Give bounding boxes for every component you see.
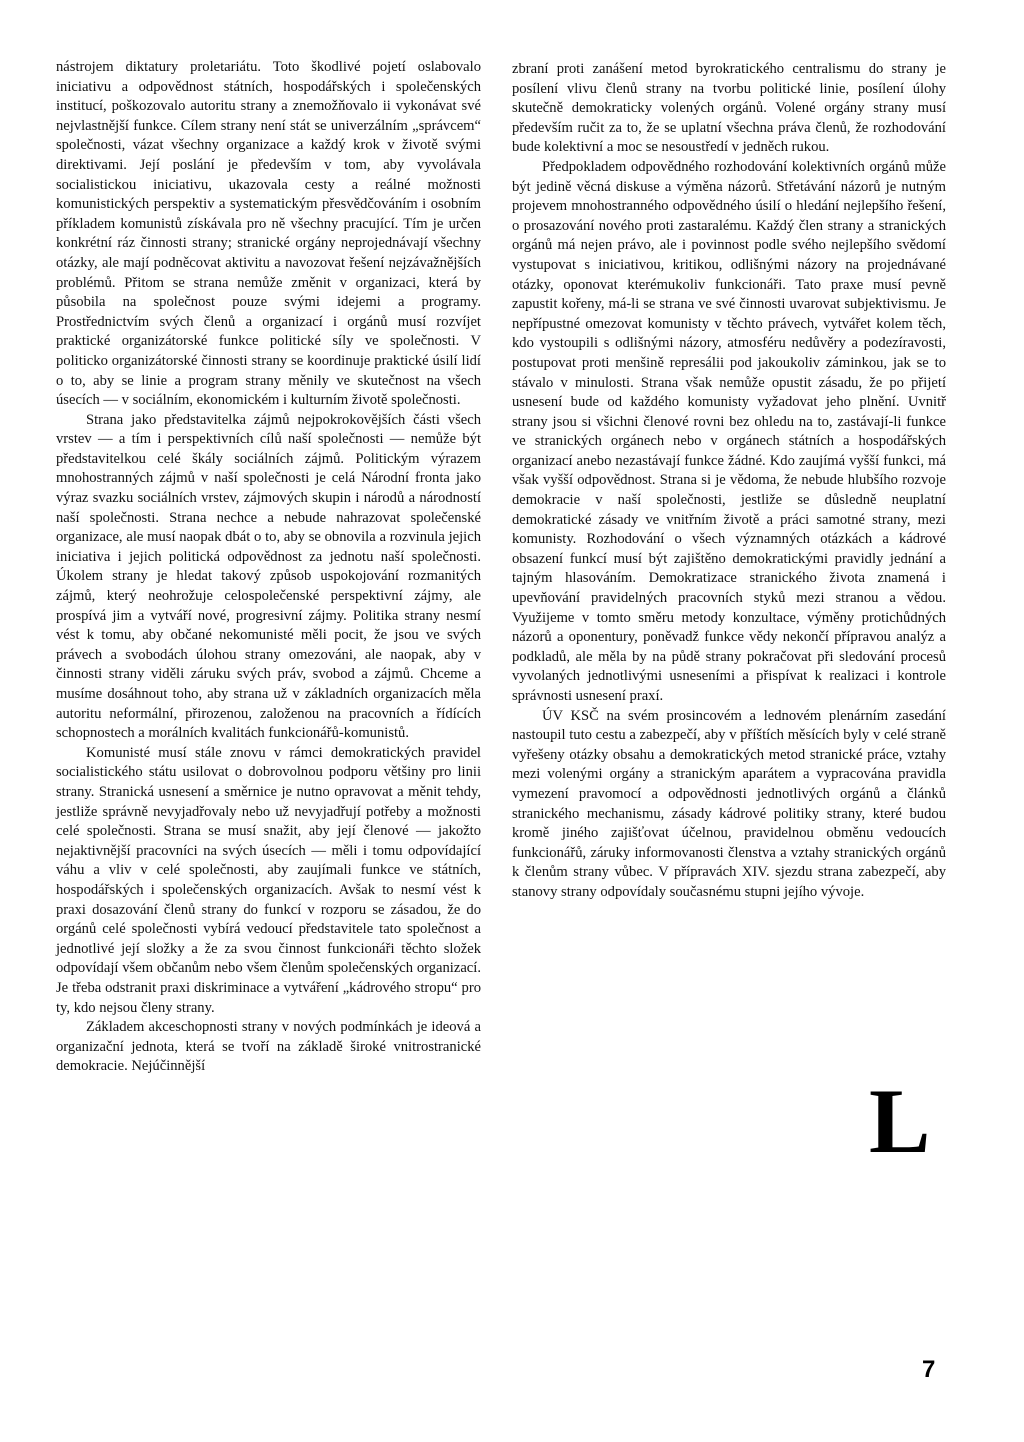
left-column — [56, 58, 481, 1077]
page-number: 7 — [922, 1356, 936, 1383]
paragraph: Strana jako představitelka zájmů nejpokrokovějších části všech vrstev — a tím i perspektivních cílů naší společnosti — nemůže být představitelkou celé škály sociálních zájmů. Politickým výrazem mnohostranných zájmů v naší společnosti je celá Národní fronta jako výraz svazku sociálních vrstev, zájmových skupin i národů a národností naší společnosti. Strana nechce a nebude nahrazovat společenské organizace, ale musí naopak dbát o to, aby se obnovila a rozvinula jejich iniciativa i jejich politická odpovědnost za jednotu naší společnosti. Úkolem strany je hledat takový způsob uspokojování rozmanitých zájmů, který neohrožuje celospolečenské perspektivní zájmy, ale prospívá jim a vytváří nové, progresivní zájmy. Politika strany nesmí vést k tomu, aby občané nekomunisté měli pocit, že jsou ve svých právech a svobodách úlohou strany omezováni, ale naopak, aby v činnosti strany viděli záruku svých práv, svobod a zájmů. Chceme a musíme dosáhnout toho, aby strana už v základních organizacích měla autoritu neformální, přirozenou, založenou na pracovních a řídících schopnostech a morálních kvalitách funkcionářů-komunistů. — [56, 411, 481, 742]
paragraph: nástrojem diktatury proletariátu. Toto škodlivé pojetí oslabovalo iniciativu a odpovědnost státních, hospodářských i společenských institucí, poškozovalo autoritu strany a znemožňovalo ii vykonávat své nejvlastnější funkce. Cílem strany není stát se univerzálním „správcem“ společnosti, vázat všechny organizace a každý krok v životě svými direktivami. Její poslání je především v tom, aby vyvolávala socialistickou iniciativu, ukazovala cesty a reálné možnosti komunistických perspektiv a systematickým přesvědčováním i osobním příkladem komunistů získávala pro ně všechny pracující. Tím je určen konkrétní ráz činnosti strany; stranické orgány neprojednávají všechny otázky, ale mají podněcovat aktivitu a navozovat řešení nejzávažnějších problémů. Přitom se strana nemůže změnit v organizaci, která by působila na společnost pouze svými idejemi a programy. Prostřednictvím svých členů a organizací i orgánů musí rozvíjet praktické organizátorské funkce politické síly ve společnosti. V politicko organizátorské činnosti strany se koordinuje praktické úsilí lidí o to, aby se linie a program strany měnily ve skutečnost na všech úsecích — v sociálním, ekonomickém i kulturním životě společnosti. — [56, 59, 481, 409]
paragraph: Předpokladem odpovědného rozhodování kolektivních orgánů může být jedině věcná diskuse a výměna názorů. Střetávání názorů je nutným projevem mnohostranného odpovědného úsilí o hledání nejlepšího řešení, o prosazování nového proti zastaralému. Každý člen strany a stranických orgánů má nejen právo, ale i povinnost podle svého nejlepšího svědomí vystupovat s iniciativou, kritikou, odlišnými názory na projednávané otázky, oponovat kterémukoliv funkcionáři. Tato praxe musí pevně zapustit kořeny, má-li se strana ve své činnosti uvarovat subjektivismu. Je nepřípustné omezovat komunisty v těchto právech, vytvářet kolem těch, kdo vystoupili s odlišnými názory, atmosféru nedůvěry a podezíravosti, postupovat proti menšině represálii pod jakoukoliv záminkou, jak se to stávalo v minulosti. Strana však nemůže opustit zásadu, že po přijetí usnesení bude od každého komunisty vyžadovat jeho plnění. Uvnitř strany jsou si všichni členové rovni bez ohledu na to, zastávají-li funkce ve stranických orgánech nebo v orgánech státních a hospodářských organizací anebo nezastávají funkce žádné. Kdo zaujímá vyšší funkci, má však vyšší odpovědnost. Strana si je vědoma, že nebude hlubšího rozvoje demokracie v naší společnosti, jestliže se důsledně neuplatní demokratické zásady ve vnitřním životě a práci samotné strany, mezi komunisty. Rozhodování o všech významných otázkách a kádrové obsazení funkcí musí být zajištěno demokratickými pravidly jednání a tajným hlasováním. Demokratizace stranického života znamená i upevňování pravidelných pracovních styků mezi stranou a vědou. Využijeme v tomto směru metody konzultace, výměny protichůdných názorů a oponentury, poněvadž funkce vědy nekončí přípravou analýz a podkladů, ale měla by na půdě strany pokračovat při sledování procesů vyvolaných jednotlivými usneseními a přispívat k realizaci i kontrole správnosti usnesení praxí. — [512, 158, 946, 704]
paragraph: ÚV KSČ na svém prosincovém a lednovém plenárním zasedání nastoupil tuto cestu a zabezpečí, aby v příštích měsících byly v celé straně vyřešeny otázky obsahu a demokratických metod stranické práce, vztahy mezi volenými orgány a stranickým aparátem a vypracována pravidla vymezení pravomocí a odpovědnosti jednotlivých orgánů a článků stranického mechanismu, zásady kádrové politiky strany, které budou kromě jiného zajišťovat účelnou, pravidelnou obměnu vedoucích funkcionářů, záruky informovanosti členstva a vztahy stranických orgánů k členům strany vůbec. V přípravách XIV. sjezdu strana zabezpečí, aby stanovy strany odpovídaly současnému stupni jejího vývoje. — [512, 707, 946, 900]
paragraph: Základem akceschopnosti strany v nových podmínkách je ideová a organizační jednota, která se tvoří na základě široké vnitrostranické demokracie. Nejúčinnější — [56, 1019, 481, 1075]
paragraph: zbraní proti zanášení metod byrokratického centralismu do strany je posílení vlivu členů strany na tvorbu politické linie, posílení úlohy skutečně demokraticky volených orgánů. Volené orgány strany musí především ručit za to, že se uplatní všechna práva členů, že rozhodování bude kolektivní a moc se nesoustředí v jedněch rukou. — [512, 61, 946, 156]
paragraph: Komunisté musí stále znovu v rámci demokratických pravidel socialistického státu usilovat o dobrovolnou podporu většiny pro linii strany. Stranická usnesení a směrnice je nutno opravovat a měnit tehdy, jestliže správně nevyjadřovaly nebo už nevyjadřují potřeby a možnosti celé společnosti. Strana se musí snažit, aby její členové — jakožto nejaktivnější pracovníci na svých úsecích — měli i tomu odpovídající váhu a vliv v celé společnosti, aby zaujímali funkce ve státních, hospodářských i společenských organizacích. Avšak to nesmí vést k praxi dosazování členů strany do funkcí v rozporu se zásadou, že do orgánů celé společnosti vybírá vedoucí představitele tato společnost a jednotlivé její složky a že za svou činnost funkcionáři těchto složek odpovídají všem občanům nebo všem členům společenských organizací. Je třeba odstranit praxi diskriminace a vytváření „kádrového stropu“ pro ty, kdo nejsou členy strany. — [56, 744, 481, 1016]
right-column — [512, 60, 946, 903]
logo-letter: L — [869, 1070, 931, 1172]
